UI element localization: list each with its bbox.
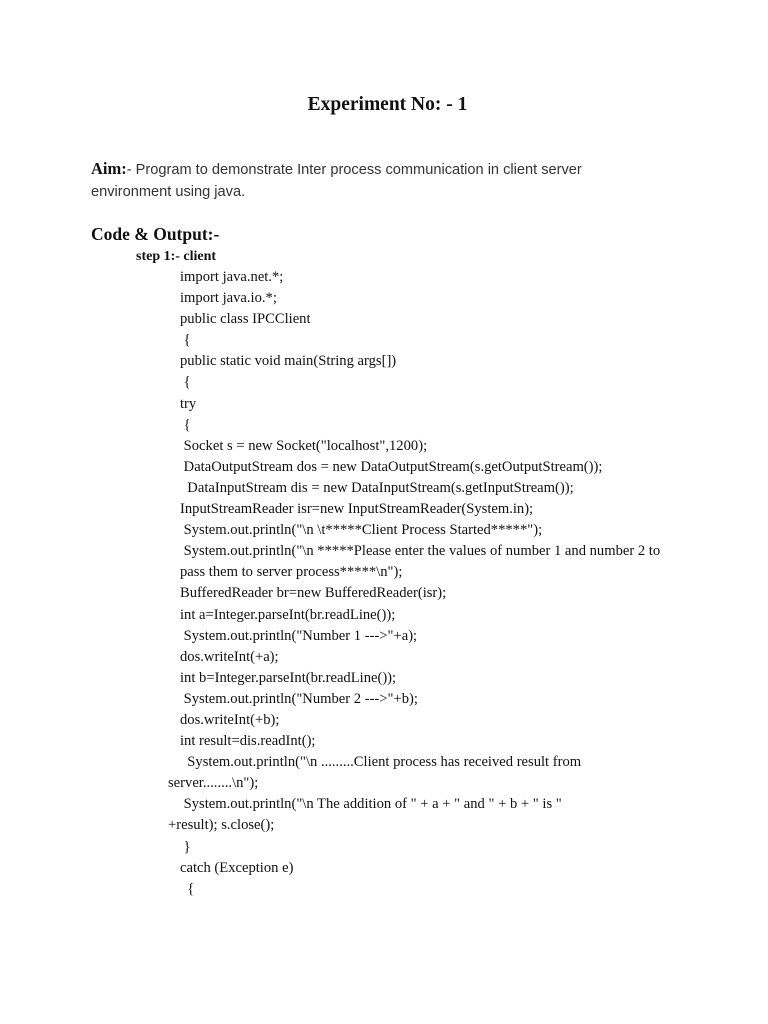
code-line: System.out.println("\n \t*****Client Process Started*****"); (180, 522, 543, 539)
code-line: dos.writeInt(+b); (180, 711, 280, 728)
code-line: Socket s = new Socket("localhost",1200); (180, 437, 428, 454)
code-block (168, 267, 700, 900)
code-line: DataOutputStream dos = new DataOutputStream(s.getOutputStream()); (180, 458, 603, 475)
code-line: { (180, 374, 191, 391)
code-line: int a=Integer.parseInt(br.readLine()); (180, 606, 396, 623)
aim-label: Aim: (91, 159, 127, 178)
code-line: System.out.println("\n *****Please enter the values of number 1 and number 2 to (180, 543, 661, 560)
step-heading: step 1:- client (136, 249, 217, 264)
code-line: System.out.println("Number 1 --->"+a); (180, 627, 418, 644)
code-line: } (180, 838, 191, 855)
code-line: dos.writeInt(+a); (180, 648, 279, 665)
aim-text: - Program to demonstrate Inter process communication in client server environment using java. (91, 162, 582, 200)
code-line: { (180, 416, 191, 433)
code-line: System.out.println("\n .........Client process has received result from (180, 754, 582, 771)
code-line: pass them to server process*****\n"); (180, 564, 403, 581)
page-title: Experiment No: - 1 (307, 94, 468, 115)
aim-paragraph (91, 158, 651, 203)
code-line: BufferedReader br=new BufferedReader(isr); (180, 585, 447, 602)
code-line: { (180, 880, 195, 897)
code-line: { (180, 332, 191, 349)
code-line: catch (Exception e) (180, 859, 294, 876)
code-line: import java.net.*; (180, 269, 284, 285)
code-output-heading: Code & Output:- (91, 224, 220, 244)
code-line: System.out.println("\n The addition of " + a + " and " + b + " is " (180, 796, 562, 813)
code-line: server........\n"); (168, 775, 259, 792)
code-line: int result=dis.readInt(); (180, 733, 316, 750)
code-line: +result); s.close(); (168, 817, 275, 834)
code-line: public class IPCClient (180, 311, 311, 328)
code-line: InputStreamReader isr=new InputStreamReader(System.in); (180, 501, 534, 518)
code-line: System.out.println("Number 2 --->"+b); (180, 690, 418, 707)
code-line: DataInputStream dis = new DataInputStream(s.getInputStream()); (180, 479, 574, 496)
code-line: import java.io.*; (180, 290, 277, 307)
code-line: public static void main(String args[]) (180, 353, 397, 370)
code-line: try (180, 395, 197, 412)
code-line: int b=Integer.parseInt(br.readLine()); (180, 669, 397, 686)
